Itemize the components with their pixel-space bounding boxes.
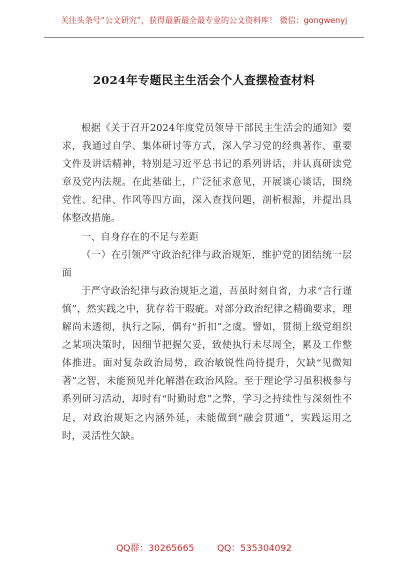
footer-contact	[0, 543, 408, 555]
subsection-heading: （一）在引领严守政治纪律与政治规矩，维护党的团结统一层面	[62, 249, 352, 279]
footer-qq-number: QQ：535304092	[217, 544, 292, 554]
section-heading: 一、自身存在的不足与差距	[81, 231, 199, 243]
document-title: 2024年专题民主生活会个人查摆检查材料	[92, 73, 315, 87]
header-promo-note: 关注头条号“公文研究”，获得最新最全最专业的公文资料库！ 微信：gongwenyj	[60, 16, 348, 25]
footer-qq-group: QQ群：30265665	[116, 544, 195, 554]
body-paragraph: 于严守政治纪律与政治规矩之道，吾虽时刻自省，力求“言行谨慎”，然实践之中，犹存若干瑕疵。对部分政治纪律之精确要求，理解尚未透彻，执行之际，偶有“折扣”之虞。譬如，贯彻上级党组织之某项决策时，因细节把握欠妥，致使执行未尽周全，累及工作整体推进。面对复杂政治局势，政治敏锐性尚待提升，欠缺“见微知著”之智，未能预见并化解潜在政治风险。至于理论学习虽积极参与系列研习活动，却时有“时勤时怠”之弊，学习之持续性与深刻性不足，对政治规矩之内涵外延，未能做到“融会贯通”，实践运用之时，灵活性欠缺。	[62, 285, 352, 442]
intro-paragraph: 根据《关于召开2024年度党员领导干部民主生活会的通知》要求，我通过自学、集体研讨等方式，深入学习党的经典著作、重要文件及讲话精神，特别是习近平总书记的系列讲话，并认真研读党章及党内法规。在此基础上，广泛征求意见，开展谈心谈话，围绕党性、纪律、作风等四方面，深入查找问题，剖析根源，并提出具体整改措施。	[62, 123, 352, 225]
document-body	[62, 120, 352, 446]
header-divider	[44, 37, 364, 38]
